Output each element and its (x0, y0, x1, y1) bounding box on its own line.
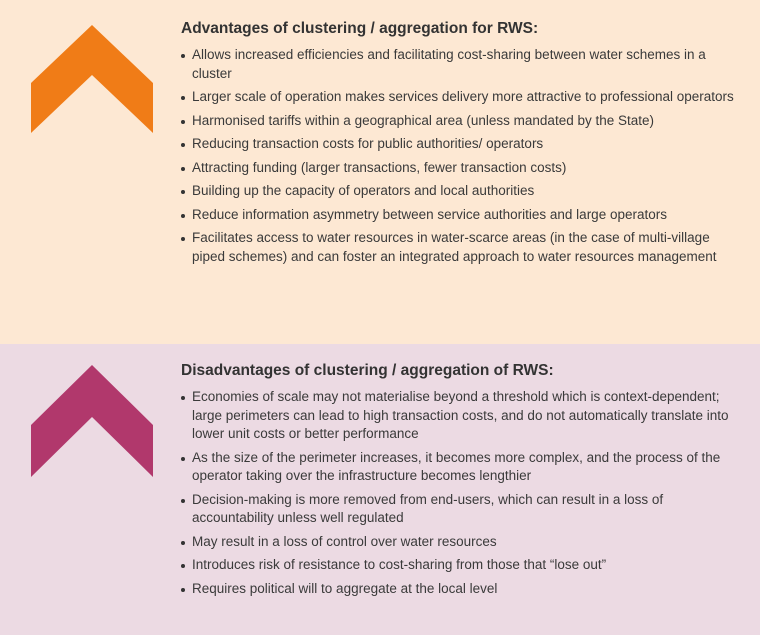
disadvantage-item: As the size of the perimeter increases, it becomes more complex, and the process of the operator taking over the infrastructure becomes lengthier (181, 449, 741, 486)
disadvantage-item: May result in a loss of control over water resources (181, 533, 741, 552)
disadvantage-item: Decision-making is more removed from end-users, which can result in a loss of accountability unless well regulated (181, 491, 741, 528)
advantage-item: Facilitates access to water resources in water-scarce areas (in the case of multi-village piped schemes) and can foster an integrated approach to water resources management (181, 229, 741, 266)
advantages-section (181, 18, 741, 271)
advantage-item: Reducing transaction costs for public authorities/ operators (181, 135, 741, 154)
advantage-item: Building up the capacity of operators and local authorities (181, 182, 741, 201)
advantages-heading: Advantages of clustering / aggregation for RWS: (181, 20, 539, 37)
advantages-list (181, 46, 741, 266)
advantage-item: Reduce information asymmetry between service authorities and large operators (181, 206, 741, 225)
advantage-item: Harmonised tariffs within a geographical area (unless mandated by the State) (181, 112, 741, 131)
chevron-up-icon (31, 25, 153, 133)
disadvantage-item: Requires political will to aggregate at the local level (181, 580, 741, 599)
chevron-up-icon (31, 365, 153, 477)
disadvantages-heading: Disadvantages of clustering / aggregation of RWS: (181, 362, 554, 379)
disadvantages-section (181, 360, 741, 603)
advantage-item: Larger scale of operation makes services delivery more attractive to professional operators (181, 88, 741, 107)
disadvantage-item: Introduces risk of resistance to cost-sharing from those that “lose out” (181, 556, 741, 575)
disadvantages-list (181, 388, 741, 598)
advantage-item: Allows increased efficiencies and facilitating cost-sharing between water schemes in a cluster (181, 46, 741, 83)
disadvantages-chevron-shape (31, 365, 153, 477)
advantages-chevron-shape (31, 25, 153, 133)
advantage-item: Attracting funding (larger transactions, fewer transaction costs) (181, 159, 741, 178)
disadvantage-item: Economies of scale may not materialise beyond a threshold which is context-dependent; large perimeters can lead to high transaction costs, and do not automatically translate into lower unit costs or better performance (181, 388, 741, 444)
